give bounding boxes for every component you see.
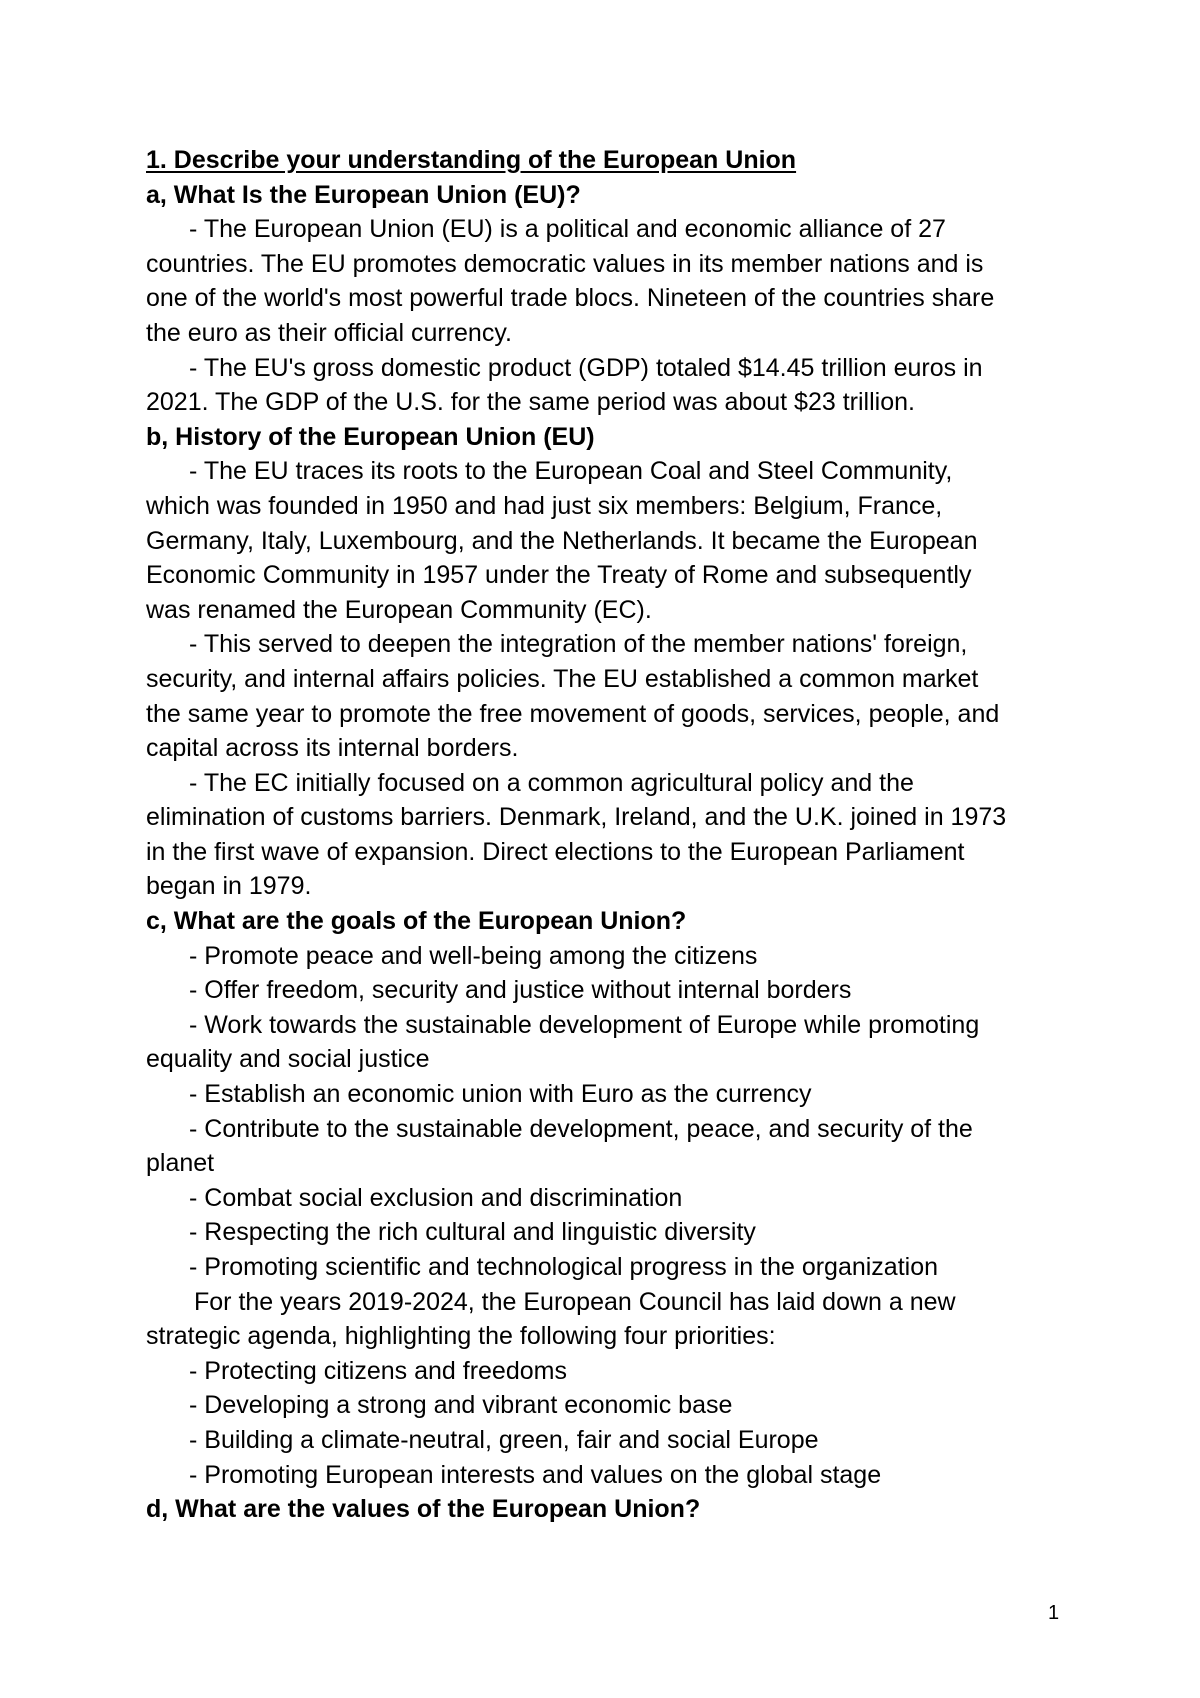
document-page (146, 143, 1096, 1527)
section-a-heading: a, What Is the European Union (EU)? (146, 180, 581, 209)
document-title: 1. Describe your understanding of the European Union (146, 146, 797, 174)
list-item: - Contribute to the sustainable development, peace, and security of the (189, 1114, 973, 1143)
section-d-heading: d, What are the values of the European Union? (146, 1495, 701, 1524)
paragraph-line: - The EU traces its roots to the European Coal and Steel Community, (189, 457, 953, 486)
paragraph-line: - The EC initially focused on a common agricultural policy and the (189, 768, 914, 797)
paragraph-line: countries. The EU promotes democratic values in its member nations and is (146, 249, 984, 278)
paragraph-line: strategic agenda, highlighting the following four priorities: (146, 1322, 776, 1351)
paragraph-line: capital across its internal borders. (146, 734, 519, 763)
paragraph-line: - The EU's gross domestic product (GDP) totaled $14.45 trillion euros in (189, 353, 983, 382)
paragraph-line: the euro as their official currency. (146, 318, 512, 347)
list-item: - Promoting European interests and values on the global stage (189, 1460, 882, 1489)
paragraph-line: one of the world's most powerful trade blocs. Nineteen of the countries share (146, 284, 995, 313)
list-item: - Respecting the rich cultural and linguistic diversity (189, 1218, 756, 1247)
list-item-continuation: planet (146, 1149, 215, 1178)
list-item: - Combat social exclusion and discrimination (189, 1183, 683, 1212)
list-item: - Work towards the sustainable development of Europe while promoting (189, 1010, 980, 1039)
paragraph-line: - This served to deepen the integration of the member nations' foreign, (189, 630, 968, 659)
list-item: - Establish an economic union with Euro as the currency (189, 1080, 812, 1109)
list-item: - Promoting scientific and technological progress in the organization (189, 1253, 939, 1281)
section-c-heading: c, What are the goals of the European Union? (146, 907, 687, 936)
paragraph-line: in the first wave of expansion. Direct elections to the European Parliament (146, 837, 965, 866)
list-item: - Offer freedom, security and justice without internal borders (189, 976, 852, 1005)
paragraph-line: For the years 2019-2024, the European Council has laid down a new (194, 1287, 956, 1316)
paragraph-line: Germany, Italy, Luxembourg, and the Netherlands. It became the European (146, 526, 978, 555)
section-b-heading: b, History of the European Union (EU) (146, 422, 595, 451)
paragraph-line: - The European Union (EU) is a political and economic alliance of 27 (189, 215, 946, 244)
paragraph-line: Economic Community in 1957 under the Treaty of Rome and subsequently (146, 561, 972, 590)
paragraph-line: 2021. The GDP of the U.S. for the same period was about $23 trillion. (146, 388, 915, 417)
list-item: - Developing a strong and vibrant economic base (189, 1391, 733, 1420)
paragraph-line: the same year to promote the free movement of goods, services, people, and (146, 699, 1000, 728)
paragraph-line: elimination of customs barriers. Denmark, Ireland, and the U.K. joined in 1973 (146, 803, 1007, 832)
paragraph-line: security, and internal affairs policies. The EU established a common market (146, 664, 979, 693)
list-item: - Protecting citizens and freedoms (189, 1356, 567, 1385)
paragraph-line: which was founded in 1950 and had just six members: Belgium, France, (146, 491, 943, 520)
list-item-continuation: equality and social justice (146, 1045, 430, 1074)
list-item: - Promote peace and well-being among the citizens (189, 941, 758, 970)
list-item: - Building a climate-neutral, green, fair and social Europe (189, 1425, 819, 1454)
page-number: 1 (1048, 1602, 1060, 1624)
paragraph-line: began in 1979. (146, 872, 312, 901)
paragraph-line: was renamed the European Community (EC). (146, 595, 652, 624)
